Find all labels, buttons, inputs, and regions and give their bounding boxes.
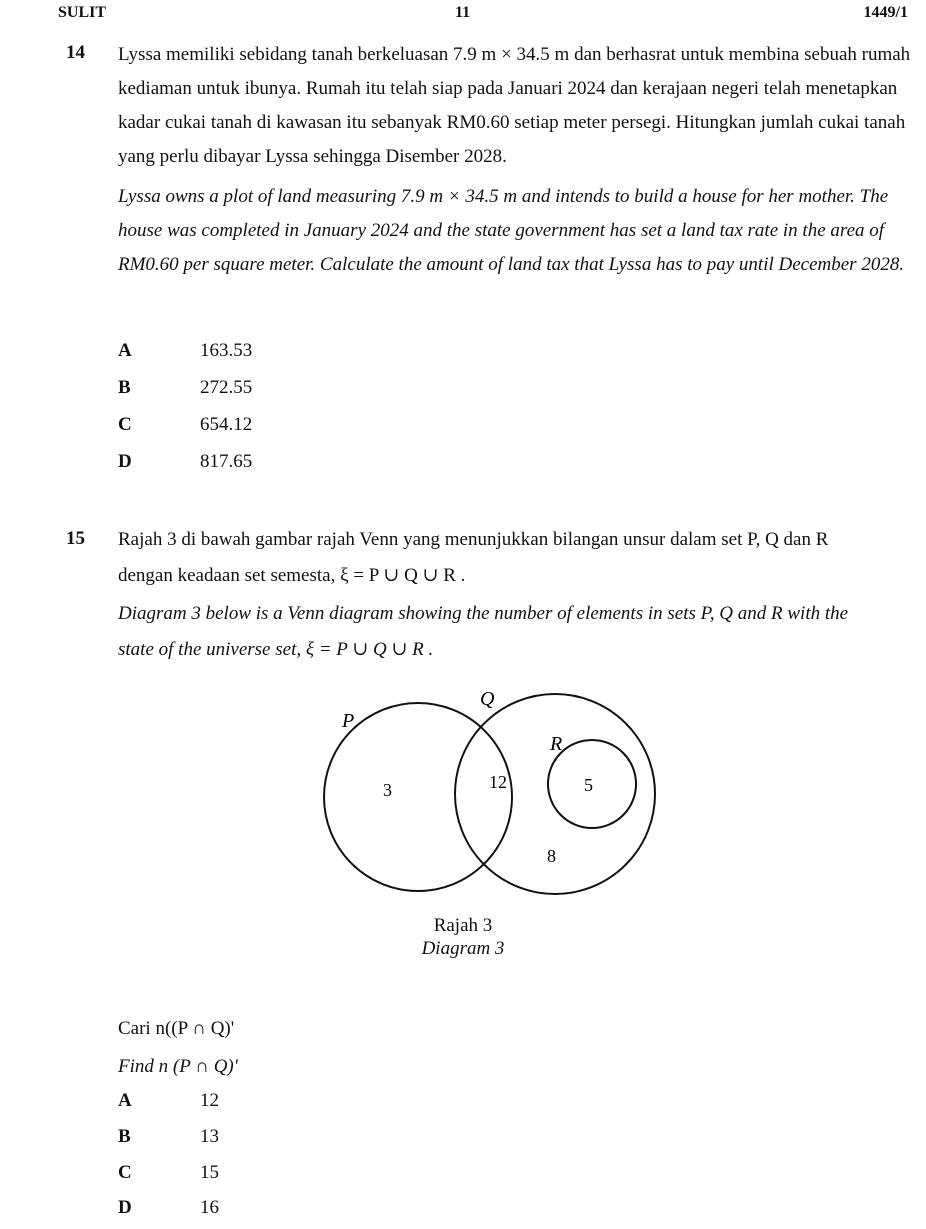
label-p: P [342,710,355,732]
option-letter: D [118,1197,132,1218]
q15-ask-malay: Cari n((P ∩ Q)' [118,1018,235,1039]
option-value: 13 [200,1126,219,1147]
region-r: 5 [584,775,593,795]
page-number: 11 [455,4,471,21]
question-14-english-text: Lyssa owns a plot of land measuring 7.9 m × 34.5 m and intends to build a house for her mother. The house was completed in January 2024 and the state government has set a land tax rate in the area of RM0.60 per square meter. Calculate the amount of land tax that Lyssa has to pay until December 2028. [118,186,905,275]
q15-english-line-1: Diagram 3 below is a Venn diagram showing the number of elements in sets P, Q and R with the [118,603,849,624]
option-letter: B [118,377,131,398]
option-letter: C [118,1162,132,1183]
question-15-number: 15 [66,528,85,549]
option-value: 654.12 [200,414,253,435]
q15-ask-english: Find n (P ∩ Q)' [118,1056,238,1077]
diagram-caption-english: Diagram 3 [421,938,505,959]
question-14-malay-text: Lyssa memiliki sebidang tanah berkeluasan 7.9 m × 34.5 m dan berhasrat untuk membina sebuah rumah kediaman untuk ibunya. Rumah itu telah siap pada Januari 2024 dan kerajaan negeri telah menetapkan kadar cukai tanah di kawasan itu sebanyak RM0.60 setiap meter persegi. Hitungkan jumlah cukai tanah yang perlu dibayar Lyssa sehingga Disember 2028. [118,44,911,167]
q15-malay-line-2: dengan keadaan set semesta, ξ = P ∪ Q ∪ R . [118,565,466,586]
option-value: 272.55 [200,377,253,398]
region-q-only: 8 [547,846,556,866]
question-15-english-text [118,596,913,668]
label-r: R [550,733,563,755]
question-14-number: 14 [66,42,85,63]
region-only-p: 3 [383,780,392,800]
page-header [0,4,926,26]
option-value: 12 [200,1090,219,1111]
label-q: Q [480,688,495,710]
question-15-malay-text [118,522,913,594]
option-letter: A [118,340,132,361]
option-value: 16 [200,1197,219,1218]
diagram-caption-malay: Rajah 3 [433,915,493,936]
paper-code: 1449/1 [863,4,908,21]
option-value: 163.53 [200,340,253,361]
header-classification: SULIT [58,4,107,21]
option-value: 15 [200,1162,219,1183]
q15-malay-line-1: Rajah 3 di bawah gambar rajah Venn yang menunjukkan bilangan unsur dalam set P, Q dan R [118,529,829,550]
option-letter: A [118,1090,132,1111]
option-letter: B [118,1126,131,1147]
option-value: 817.65 [200,451,253,472]
region-p-and-q: 12 [489,772,507,792]
option-letter: D [118,451,132,472]
option-letter: C [118,414,132,435]
q15-english-line-2: state of the universe set, ξ = P ∪ Q ∪ R . [118,639,434,660]
venn-diagram [0,682,926,922]
